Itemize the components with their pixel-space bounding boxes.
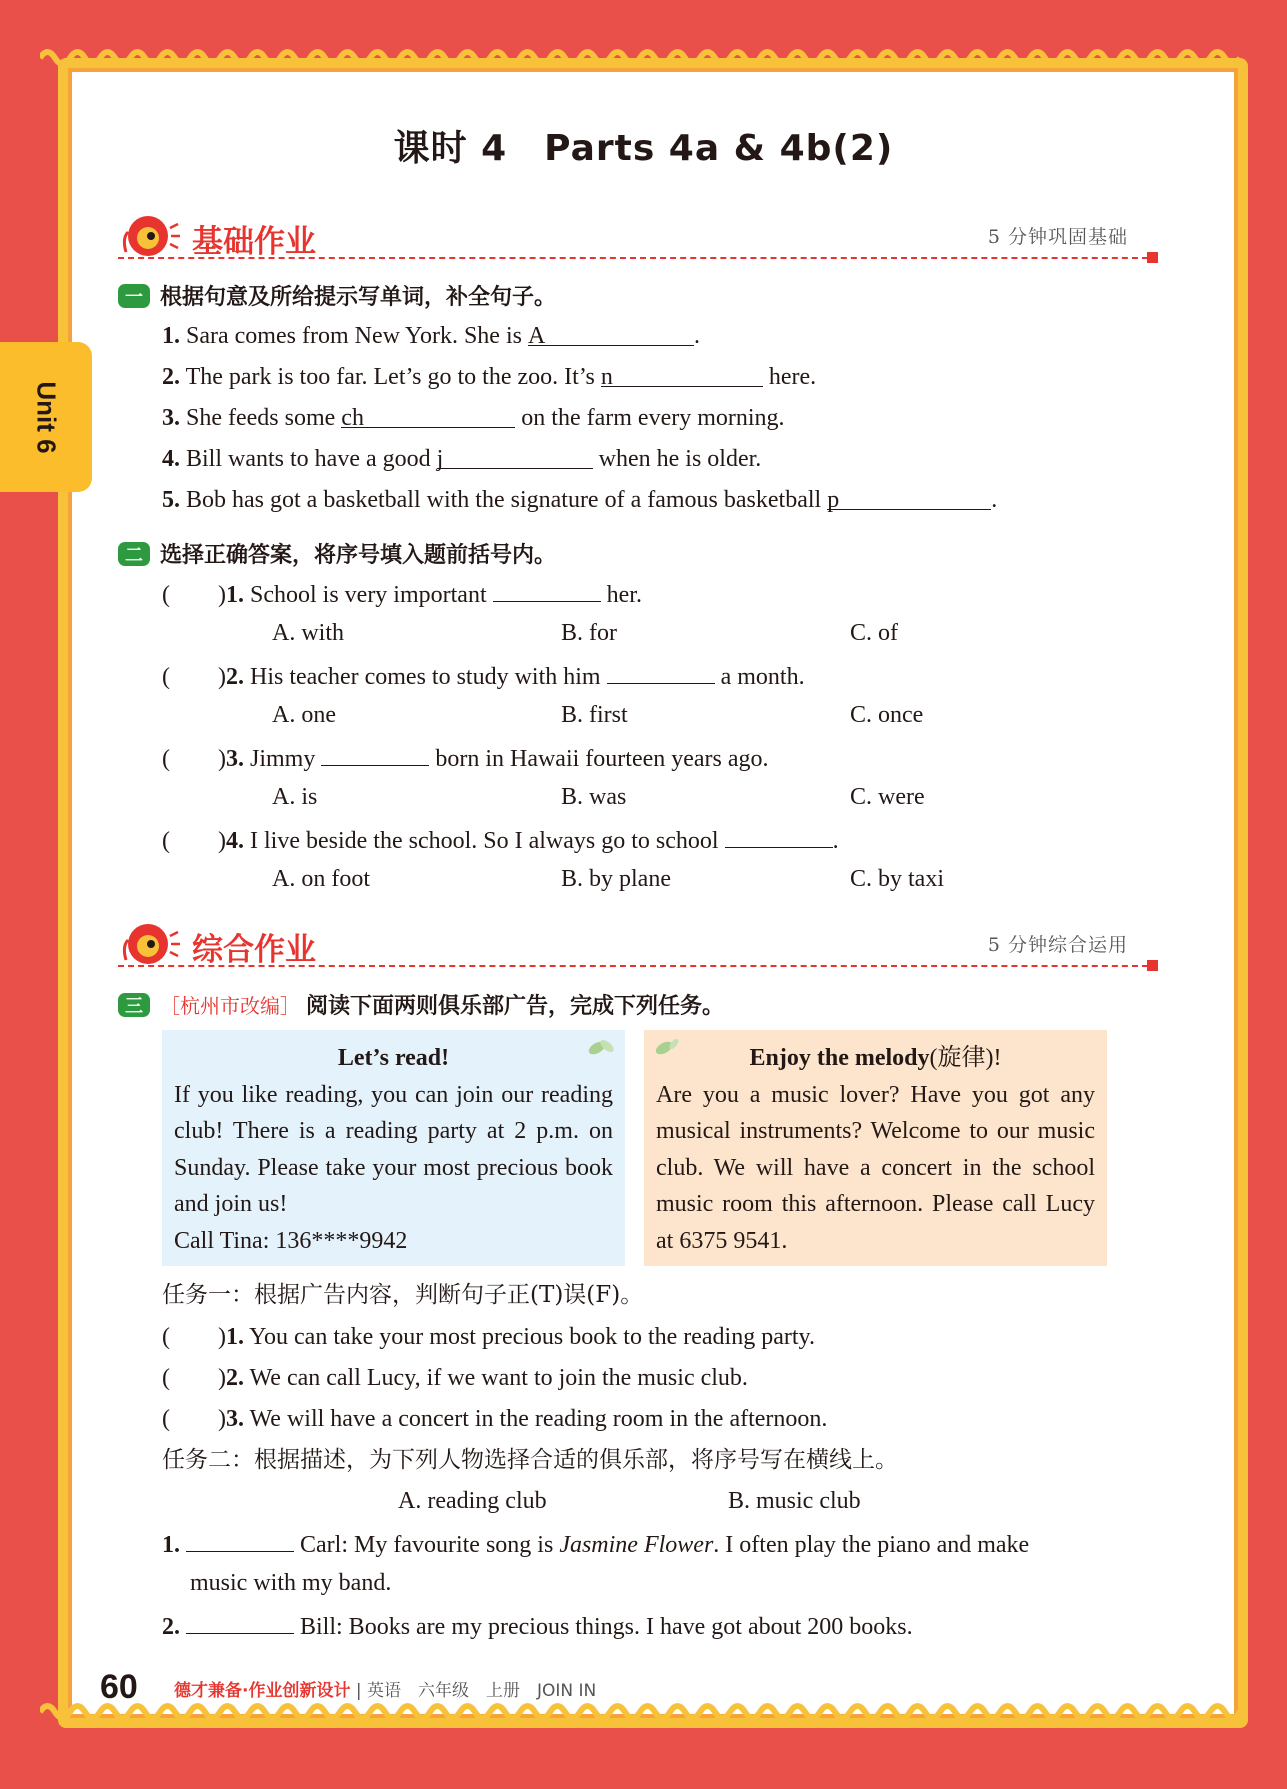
ad-heading: Let’s read! — [337, 1045, 450, 1071]
item-number: 2. — [225, 1365, 244, 1391]
ad-contact: Call Tina: 136****9942 — [174, 1227, 408, 1254]
letter-hint: A — [527, 323, 546, 349]
ad-body: If you like reading, you can join our reading club! There is a reading party at 2 p.m. on Sunday. Please take your most precious book and join us! — [174, 1081, 613, 1217]
section-header-basic — [118, 208, 1158, 268]
letter-hint: n — [600, 364, 613, 390]
ad-heading: Enjoy the melody — [749, 1045, 930, 1071]
answer-blank[interactable] — [341, 403, 515, 431]
choice-question-2 — [162, 659, 805, 692]
section-note: 5 分钟巩固基础 — [987, 226, 1128, 248]
match-item-2 — [162, 1609, 913, 1642]
page-title: 课时 4 Parts 4a & 4b(2) — [393, 128, 894, 169]
letter-hint: p — [827, 487, 840, 513]
item-number: 3. — [225, 1406, 244, 1432]
footer-separator: | — [355, 1681, 362, 1701]
item-text: Bill: Books are my precious things. I have got about 200 books. — [300, 1614, 913, 1640]
answer-paren[interactable]: ( ) — [162, 664, 226, 690]
answer-blank — [725, 823, 833, 848]
part-number-badge: 三 — [118, 993, 150, 1017]
fill-item-2 — [162, 362, 816, 392]
leaf-icon — [587, 1036, 617, 1058]
item-number: 2. — [225, 664, 244, 690]
tf-item-2 — [162, 1363, 748, 1393]
part-number-badge: 一 — [118, 284, 150, 308]
club-option-b: B. music club — [728, 1488, 861, 1514]
answer-blank[interactable] — [436, 444, 593, 472]
section-divider — [118, 257, 1158, 259]
letter-hint: ch — [341, 405, 364, 431]
item-text: . — [991, 487, 998, 513]
unit-side-tab — [0, 342, 92, 492]
item-number: 3. — [225, 746, 244, 772]
ad-heading-note: (旋律)! — [929, 1045, 1002, 1071]
option-a: A. one — [272, 702, 336, 728]
item-text: her. — [600, 582, 642, 608]
match-item-1-cont: music with my band. — [190, 1570, 392, 1596]
option-a: A. with — [272, 620, 344, 646]
item-number: 2. — [162, 1614, 180, 1640]
item-text: We will have a concert in the reading room in the afternoon. — [249, 1406, 828, 1432]
section-title: 基础作业 — [192, 224, 316, 260]
item-text: here. — [762, 364, 817, 390]
section-divider-end — [1147, 960, 1158, 971]
option-b: B. first — [561, 702, 628, 728]
mascot-icon — [118, 916, 182, 976]
wavy-border-bottom — [40, 1700, 1250, 1724]
answer-paren[interactable]: ( ) — [162, 1406, 226, 1432]
choice-question-3 — [162, 741, 769, 774]
item-number: 1. — [162, 323, 180, 349]
option-a: A. on foot — [272, 866, 370, 892]
item-text: Jimmy — [249, 746, 322, 772]
option-c: C. by taxi — [850, 866, 944, 892]
answer-blank[interactable] — [600, 362, 763, 390]
fill-item-3 — [162, 403, 785, 433]
answer-paren[interactable]: ( ) — [162, 746, 226, 772]
tf-item-1 — [162, 1322, 815, 1352]
item-text: Sara comes from New York. She is — [186, 323, 528, 349]
option-a: A. is — [272, 784, 318, 810]
match-item-1 — [162, 1527, 1029, 1560]
choice-question-4 — [162, 823, 839, 856]
part-header-3 — [118, 989, 724, 1020]
section-note: 5 分钟综合运用 — [987, 934, 1128, 956]
answer-blank[interactable] — [186, 1609, 294, 1634]
section-header-comprehensive — [118, 916, 1158, 976]
item-text: a month. — [714, 664, 805, 690]
item-number: 2. — [162, 364, 180, 390]
item-text: when he is older. — [592, 446, 762, 472]
wavy-border-top — [40, 46, 1250, 70]
fill-item-4 — [162, 444, 761, 474]
item-text: . — [693, 323, 700, 349]
item-text: She feeds some — [186, 405, 342, 431]
tf-item-3 — [162, 1404, 827, 1434]
item-text: Carl: My favourite song is — [300, 1532, 560, 1558]
answer-paren[interactable]: ( ) — [162, 1365, 226, 1391]
item-text: I live beside the school. So I always go to school — [249, 828, 725, 854]
task2-instruction: 任务二：根据描述，为下列人物选择合适的俱乐部，将序号写在横线上。 — [162, 1447, 898, 1473]
part-instruction: 阅读下面两则俱乐部广告，完成下列任务。 — [306, 994, 725, 1019]
footer-info: 英语 六年级 上册 JOIN IN — [367, 1681, 597, 1701]
item-text: School is very important — [249, 582, 493, 608]
unit-side-tab-label: Unit 6 — [31, 380, 62, 454]
page-number: 60 — [100, 1668, 138, 1706]
part-instruction: 选择正确答案，将序号填入题前括号内。 — [160, 543, 557, 568]
item-text: His teacher comes to study with him — [249, 664, 607, 690]
choice-question-1 — [162, 577, 642, 610]
section-divider-end — [1147, 252, 1158, 263]
part-header-1 — [118, 280, 556, 311]
task1-instruction: 任务一：根据广告内容，判断句子正(T)误(F)。 — [162, 1282, 644, 1308]
item-text: on the farm every morning. — [515, 405, 785, 431]
option-c: C. once — [850, 702, 924, 728]
item-text: . I often play the piano and make — [713, 1532, 1030, 1558]
answer-paren[interactable]: ( ) — [162, 582, 226, 608]
club-option-a: A. reading club — [398, 1488, 547, 1514]
fill-item-5 — [162, 485, 997, 515]
answer-paren[interactable]: ( ) — [162, 828, 226, 854]
section-divider — [118, 965, 1158, 967]
answer-blank[interactable] — [186, 1527, 294, 1552]
answer-blank[interactable] — [527, 321, 694, 349]
part-header-2 — [118, 538, 556, 569]
item-text: . — [832, 828, 839, 854]
section-title: 综合作业 — [192, 932, 316, 968]
option-b: B. for — [561, 620, 617, 646]
item-number: 3. — [162, 405, 180, 431]
item-text: Bill wants to have a good — [186, 446, 437, 472]
answer-blank — [493, 577, 601, 602]
mascot-icon — [118, 208, 182, 268]
option-b: B. by plane — [561, 866, 671, 892]
item-text: The park is too far. Let’s go to the zoo. It’s — [185, 364, 601, 390]
footer-brand: 德才兼备·作业创新设计 — [174, 1681, 351, 1701]
item-text: Bob has got a basketball with the signature of a famous basketball — [186, 487, 828, 513]
song-title: Jasmine Flower — [559, 1532, 714, 1558]
leaf-icon — [652, 1036, 682, 1058]
ad-heading-wrap — [656, 1040, 1095, 1077]
item-number: 4. — [225, 828, 244, 854]
item-number: 1. — [162, 1532, 180, 1558]
item-text: We can call Lucy, if we want to join the music club. — [249, 1365, 748, 1391]
option-c: C. were — [850, 784, 925, 810]
item-number: 4. — [162, 446, 180, 472]
part-source: ［杭州市改编］ — [160, 994, 300, 1018]
ad-body: Are you a music lover? Have you got any musical instruments? Welcome to our music club. We will have a concert in the school music room this afternoon. Please call Lucy at 6375 9541. — [656, 1081, 1095, 1254]
letter-hint: j — [436, 446, 444, 472]
fill-item-1 — [162, 321, 700, 351]
item-text: born in Hawaii fourteen years ago. — [429, 746, 769, 772]
item-number: 1. — [225, 582, 244, 608]
item-number: 5. — [162, 487, 180, 513]
part-number-badge: 二 — [118, 542, 150, 566]
item-number: 1. — [225, 1324, 244, 1350]
answer-blank — [321, 741, 429, 766]
item-text: You can take your most precious book to the reading party. — [249, 1324, 815, 1350]
option-c: C. of — [850, 620, 898, 646]
footer — [174, 1676, 596, 1701]
ad-music-club — [644, 1030, 1107, 1266]
ad-reading-club — [162, 1030, 625, 1266]
answer-blank[interactable] — [827, 485, 991, 513]
answer-blank — [607, 659, 715, 684]
part-instruction: 根据句意及所给提示写单词，补全句子。 — [160, 285, 557, 310]
answer-paren[interactable]: ( ) — [162, 1324, 226, 1350]
option-b: B. was — [561, 784, 627, 810]
